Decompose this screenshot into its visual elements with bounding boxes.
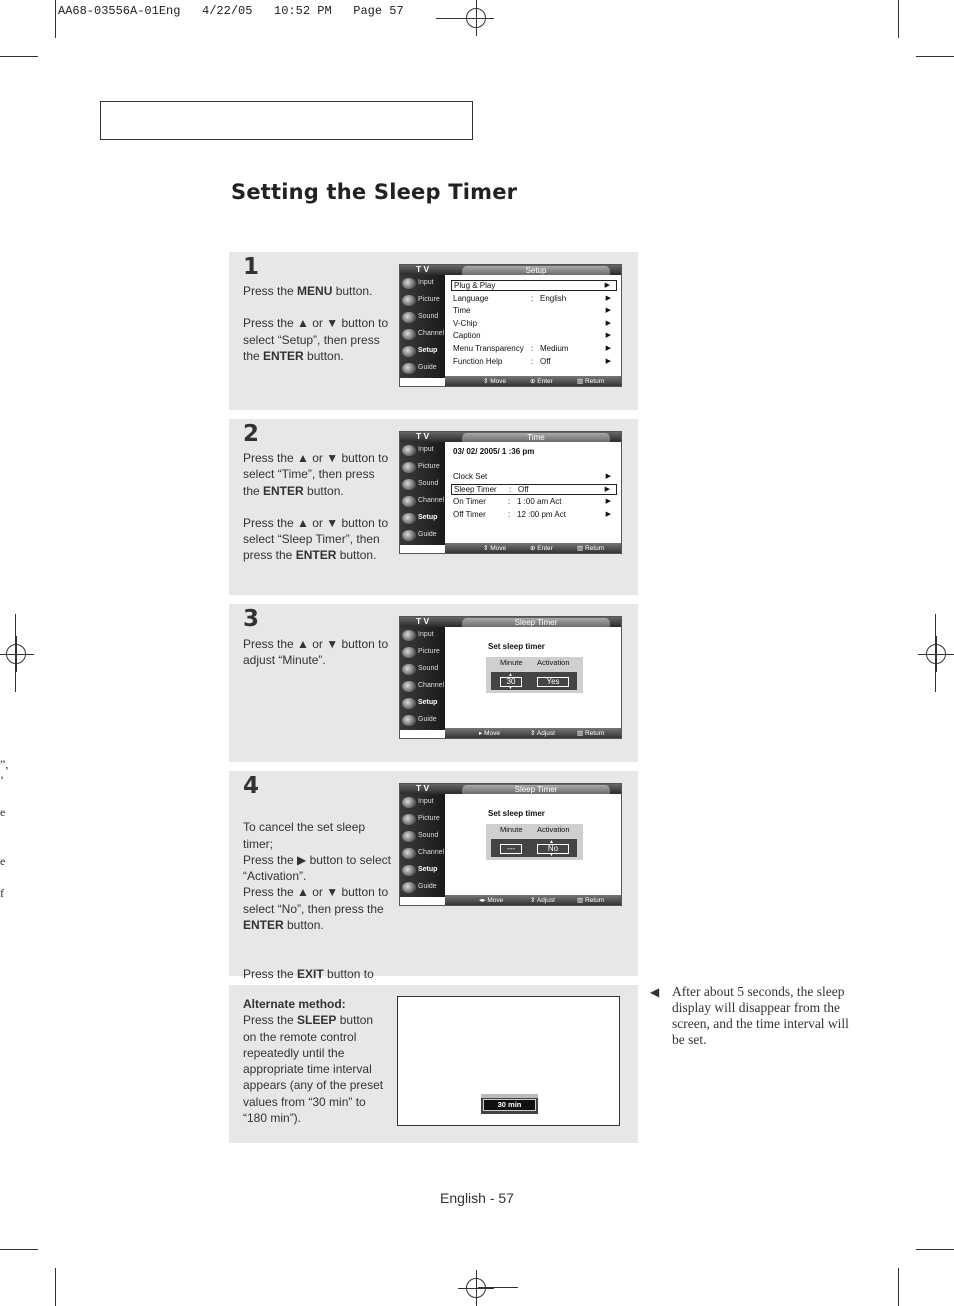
step-4 [229,771,638,981]
crop-mark [916,56,954,57]
crop-mark [898,1268,899,1306]
adjust-hint: ⇕ Adjust [530,730,555,737]
sidebar-item-label: Picture [418,296,440,303]
sidebar-item-channel[interactable] [400,678,445,695]
guide-icon [402,715,416,726]
sidebar-item-label: Setup [418,514,438,521]
input-icon [402,445,416,456]
sidebar-item-guide[interactable] [400,879,445,896]
sidebar-item-label: Sound [418,480,439,487]
sidebar-item-label: Input [418,279,434,286]
registration-mark [458,0,494,36]
menu-item-plug-play[interactable]: Plug & Play ▶ [451,280,617,291]
instruction-paragraph: Press the ▲ or ▼ button to adjust “Minute”. [243,637,389,668]
tv-screen-preview [397,996,620,1126]
sidebar-item-setup[interactable] [400,695,445,712]
sidebar-item-label: Guide [418,364,437,371]
sidebar-item-guide[interactable] [400,360,445,377]
instruction-paragraph: Press the MENU button. [243,284,373,298]
tv-osd-sleep-timer [399,616,622,739]
sleep-panel [486,824,583,860]
osd-sidebar [400,794,445,897]
margin-fragment: e [0,805,6,819]
registration-mark [918,636,954,672]
sidebar-item-picture[interactable] [400,292,445,309]
minute-label: Minute [500,825,523,834]
sidebar-item-guide[interactable] [400,527,445,544]
sidebar-item-picture[interactable] [400,811,445,828]
step-3 [229,604,638,762]
sidebar-item-label: Picture [418,648,440,655]
guide-icon [402,882,416,893]
menu-item-on-timer[interactable]: On Timer : 1 :00 am Act ▶ [453,497,611,507]
sidebar-item-label: Guide [418,716,437,723]
osd-sidebar [400,627,445,730]
sidebar-item-setup[interactable] [400,862,445,879]
sidebar-item-input[interactable] [400,794,445,811]
minute-field[interactable]: 30 [500,677,522,687]
input-icon [402,630,416,641]
sidebar-item-label: Channel [418,682,445,689]
arrow-right-icon: ▶ [605,357,611,365]
sound-icon [402,479,416,490]
tv-label: T V [416,783,430,793]
sidebar-item-label: Sound [418,313,439,320]
sidebar-item-label: Sound [418,832,439,839]
print-slug: AA68-03556A-01Eng 4/22/05 10:52 PM Page 57 [58,4,404,18]
setup-icon [402,513,416,524]
return-hint: ▥ Return [577,545,605,552]
minute-label: Minute [500,658,523,667]
sidebar-item-label: Picture [418,815,440,822]
arrow-right-icon: ▶ [605,294,611,302]
picture-icon [402,814,416,825]
sidebar-item-sound[interactable] [400,828,445,845]
arrow-right-icon: ▶ [604,282,610,289]
up-arrow-icon: ▲ [549,839,554,845]
menu-item-language[interactable]: Language : English ▶ [453,293,611,303]
sidebar-item-label: Channel [418,849,445,856]
up-arrow-icon: ▲ [508,672,513,678]
step-instructions [243,283,393,380]
crop-mark [0,1249,38,1250]
return-hint: ▥ Return [577,378,605,385]
arrow-right-icon: ▶ [605,332,611,340]
sidebar-item-sound[interactable] [400,661,445,678]
menu-item-caption[interactable]: Caption ▶ [453,331,611,341]
move-hint: ◂▸ Move [479,897,504,904]
registration-mark [458,1270,494,1306]
menu-tab-title: Time [462,433,610,442]
channel-icon [402,496,416,507]
tv-label: T V [416,616,430,626]
picture-icon [402,647,416,658]
sidebar-item-label: Guide [418,531,437,538]
input-icon [402,797,416,808]
sidebar-item-channel[interactable] [400,326,445,343]
sidebar-item-label: Guide [418,883,437,890]
arrow-right-icon: ▶ [605,345,611,352]
menu-tab-title: Setup [462,266,610,275]
tv-label: T V [416,264,430,274]
sidebar-item-label: Channel [418,497,445,504]
sidebar-item-setup[interactable] [400,510,445,527]
instruction-paragraph: Press the EXIT button to [243,966,374,981]
sidebar-item-label: Setup [418,347,438,354]
channel-icon [402,329,416,340]
registration-mark [0,636,34,672]
header-box [100,101,473,140]
crop-mark [55,1268,56,1306]
guide-icon [402,363,416,374]
instruction-paragraph: To cancel the set sleep timer; Press the ▶ button to select “Activation”. Press the ▲ or ▼ button to select “No”, then press the ENTER button. [243,820,391,933]
arrow-right-icon: ▶ [605,498,611,506]
arrow-right-icon: ▶ [605,307,611,315]
menu-tab-title: Sleep Timer [462,618,610,627]
crop-mark [55,0,56,38]
arrow-right-icon: ▶ [605,473,611,480]
alternate-instructions: Alternate method: Press the SLEEP button on the remote control repeatedly until the appropriate time interval appears (any of the preset values from “30 min” to “180 min”). [243,997,384,1126]
sleep-panel [486,657,583,693]
osd-sidebar [400,442,445,545]
sidebar-item-picture[interactable] [400,644,445,661]
activation-label: Activation [537,825,570,834]
activation-field[interactable]: No [537,844,569,854]
sidebar-item-sound[interactable] [400,476,445,493]
sidebar-item-label: Setup [418,699,438,706]
sidebar-item-label: Setup [418,866,438,873]
current-datetime: 03/ 02/ 2005/ 1 :36 pm [453,447,535,456]
osd-hint-bar [445,376,622,386]
picture-icon [402,462,416,473]
sidebar-item-guide[interactable] [400,712,445,729]
step-number: 2 [243,421,260,447]
sidebar-item-label: Picture [418,463,440,470]
osd-hint-bar [445,895,622,905]
sidebar-item-label: Input [418,798,434,805]
move-hint: ⇕ Move [483,545,507,552]
move-hint: ▸ Move [479,730,500,737]
sidebar-item-label: Sound [418,665,439,672]
margin-fragment: e [0,854,6,868]
sidebar-item-picture[interactable] [400,459,445,476]
triangle-left-icon: ◀ [650,985,660,999]
tv-osd-time [399,431,622,554]
alternate-heading: Alternate method: [243,997,346,1011]
menu-item-function-help[interactable]: Function Help : Off ▶ [453,356,611,366]
sound-icon [402,664,416,675]
activation-field[interactable]: Yes [537,677,569,687]
sidebar-item-input[interactable] [400,627,445,644]
sidebar-item-channel[interactable] [400,845,445,862]
osd-hint-bar [445,728,622,738]
guide-icon [402,530,416,541]
step-number: 1 [243,254,260,280]
menu-item-menu-transparency[interactable]: Menu Transparency : Medium ▶ [453,344,611,353]
menu-item-sleep-timer[interactable]: Sleep Timer : Off ▶ [451,484,617,495]
menu-tab-title: Sleep Timer [462,785,610,794]
minute-field[interactable]: --- [500,844,522,854]
sound-icon [402,831,416,842]
return-hint: ▥ Return [577,897,605,904]
step-1 [229,252,638,410]
alternate-method [229,985,638,1143]
note-text: After about 5 seconds, the sleep display will disappear from the screen, and the time interval will be set. [672,984,849,1047]
channel-icon [402,848,416,859]
tv-label: T V [416,431,430,441]
step-instructions [243,636,393,685]
step-instructions [243,450,393,580]
sleep-badge: 30 min [481,1094,538,1114]
channel-icon [402,681,416,692]
sidebar-item-channel[interactable] [400,493,445,510]
arrow-right-icon: ▶ [605,319,611,327]
instruction-paragraph: Press the ▲ or ▼ button to select “Setup”, then press the ENTER button. [243,316,389,363]
menu-item-v-chip[interactable]: V-Chip ▶ [453,318,611,328]
sidebar-item-input[interactable] [400,275,445,292]
down-arrow-icon: ▼ [549,852,554,858]
arrow-right-icon: ▶ [604,485,610,493]
enter-hint: ⊕ Enter [530,545,553,552]
move-hint: ⇕ Move [483,378,507,385]
margin-fragment: f [0,886,4,900]
page-footer: English - 57 [440,1190,514,1206]
osd-sidebar [400,275,445,378]
sleep-heading: Set sleep timer [488,642,545,651]
osd-hint-bar [445,543,622,553]
return-hint: ▥ Return [577,730,605,737]
tv-osd-setup [399,264,622,387]
menu-item-clock-set[interactable]: Clock Set ▶ [453,472,611,481]
input-icon [402,278,416,289]
sidebar-item-label: Input [418,631,434,638]
adjust-hint: ⇕ Adjust [530,897,555,904]
sidebar-item-input[interactable] [400,442,445,459]
sidebar-item-label: Input [418,446,434,453]
setup-icon [402,698,416,709]
picture-icon [402,295,416,306]
crop-mark [916,1249,954,1250]
sidebar-item-sound[interactable] [400,309,445,326]
margin-fragment: ”, [0,757,9,771]
instruction-paragraph: Press the ▲ or ▼ button to select “Time”, then press the ENTER button. [243,451,389,498]
arrow-right-icon: ▶ [605,510,611,518]
crop-mark [0,56,38,57]
step-2 [229,419,638,595]
sound-icon [402,312,416,323]
setup-icon [402,865,416,876]
margin-fragment: ’ [0,773,4,787]
step-number: 4 [243,773,260,799]
instruction-paragraph: Press the ▲ or ▼ button to select “Sleep Timer”, then press the ENTER button. [243,515,389,563]
step-number: 3 [243,606,260,632]
menu-item-off-timer[interactable]: Off Timer : 12 :00 pm Act ▶ [453,509,611,519]
crop-mark [898,0,899,38]
menu-item-time[interactable]: Time ▶ [453,306,611,316]
activation-label: Activation [537,658,570,667]
page-title: Setting the Sleep Timer [231,180,518,204]
sidebar-item-label: Channel [418,330,445,337]
setup-icon [402,346,416,357]
enter-hint: ⊕ Enter [530,378,553,385]
down-arrow-icon: ▼ [508,685,513,691]
sleep-heading: Set sleep timer [488,809,545,818]
tv-osd-sleep-timer-cancel [399,783,622,906]
sidebar-item-setup[interactable] [400,343,445,360]
